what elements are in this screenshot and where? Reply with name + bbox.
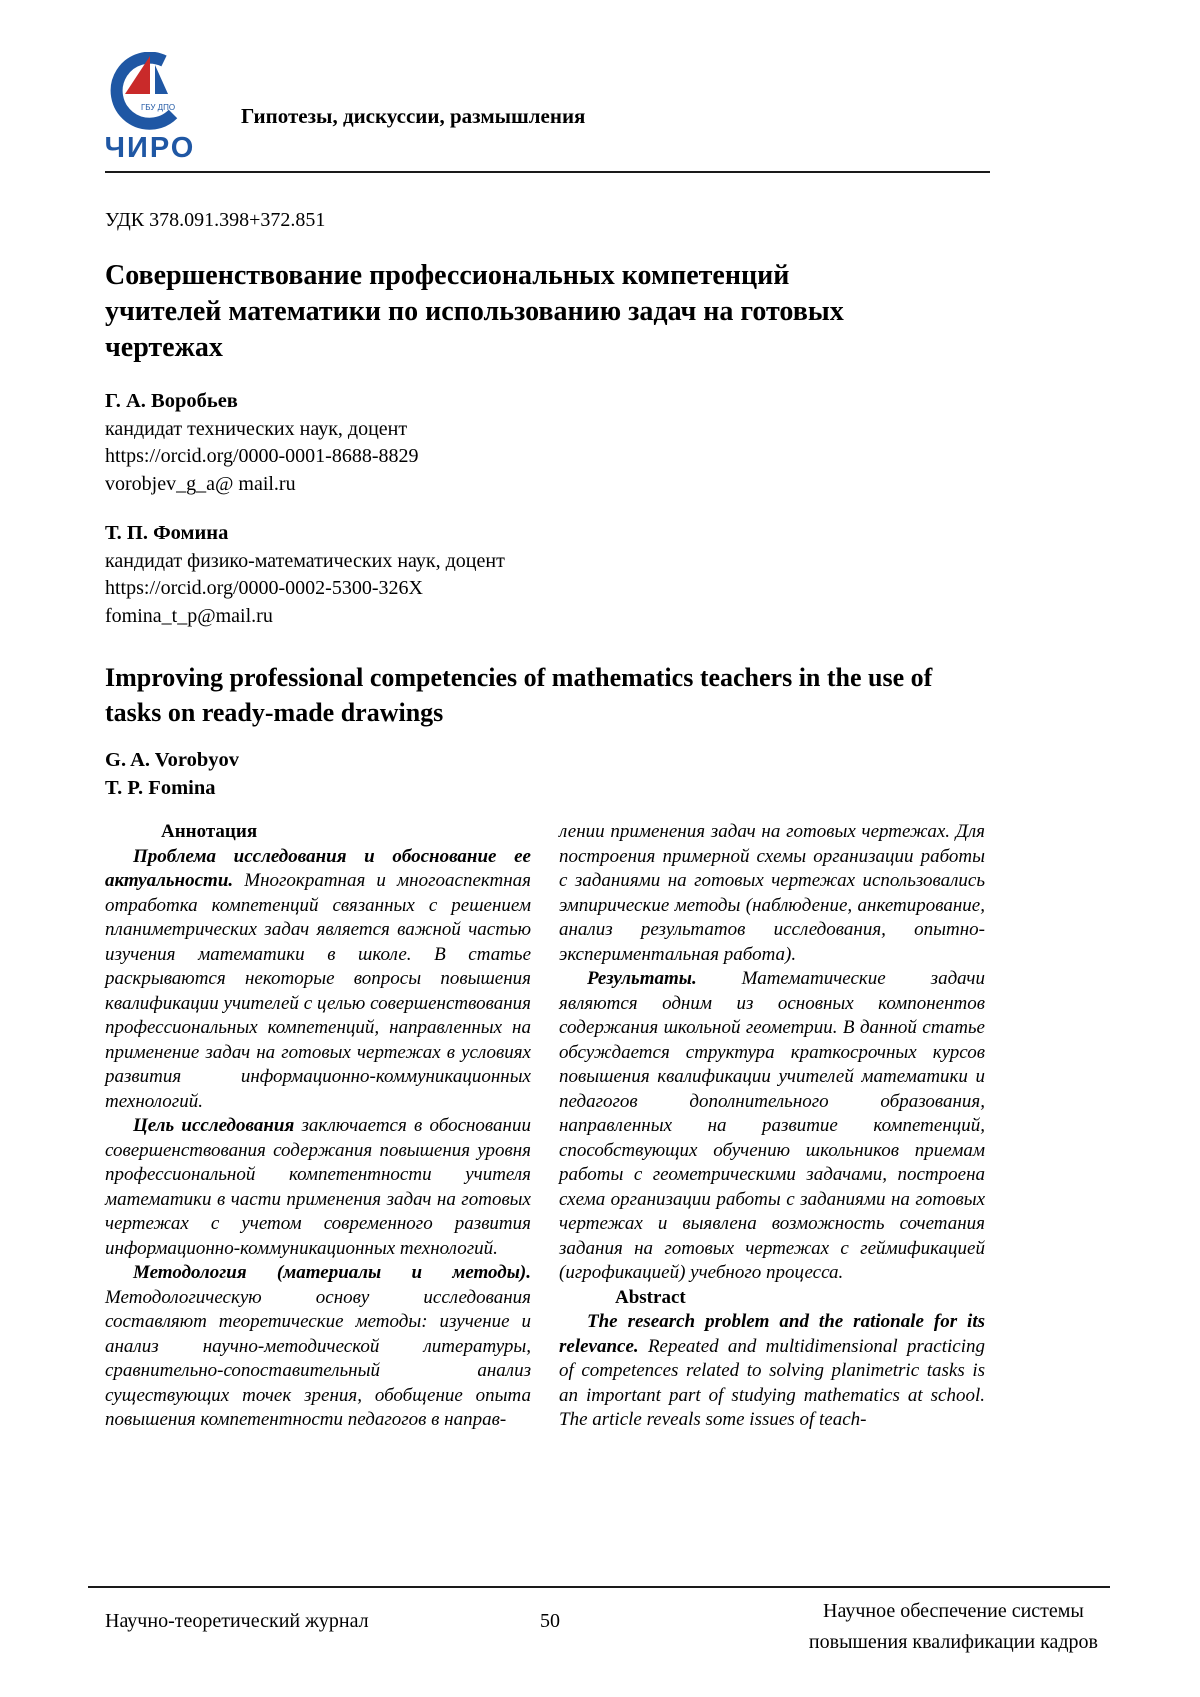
- article-title-en: Improving professional competencies of mathematics teachers in the use of tasks on ready-made drawings: [105, 663, 933, 727]
- footer-journal-type: Научно-теоретический журнал: [105, 1610, 369, 1632]
- abstract-paragraph-goal: [105, 1114, 531, 1261]
- logo-small-text: ГБУ ДПО: [140, 103, 176, 112]
- author-email[interactable]: vorobjev_g_a@ mail.ru: [105, 472, 296, 495]
- authors-en-block: [105, 746, 985, 802]
- paragraph-lead: The research problem and the rationale for its relevance.: [559, 1311, 985, 1357]
- chiro-logo-icon: [100, 52, 200, 138]
- right-column: [559, 820, 985, 1433]
- left-column: [105, 820, 531, 1433]
- abstract-heading-ru: Аннотация: [161, 821, 258, 842]
- header-rule: [105, 171, 990, 173]
- author-email[interactable]: fomina_t_p@mail.ru: [105, 604, 273, 627]
- paragraph-text: Многократная и многоаспектная отработка компетенций связанных с решением планиметрических задач является важной частью изучения математики в школе. В статье раскрываются некоторые вопросы повышения квалификации учителей с целью совершенствования профессиональных компетенций, направленных на применение задач на готовых чертежах в условиях развития информационно-коммуникационных технологий.: [105, 870, 531, 1112]
- author-block-2: [105, 520, 985, 630]
- footer-right-line1: Научное обеспечение системы: [823, 1600, 1084, 1622]
- abstract-paragraph-methodology-continued: [559, 820, 985, 967]
- author-degree: кандидат физико-математических наук, доцент: [105, 549, 505, 572]
- footer-right-line2: повышения квалификации кадров: [808, 1631, 1098, 1653]
- paragraph-lead: Результаты.: [587, 968, 697, 989]
- abstract-paragraph-problem: [105, 845, 531, 1115]
- page-footer: [88, 1586, 1110, 1658]
- author-block-1: [105, 388, 985, 498]
- author-name: Г. А. Воробьев: [105, 390, 238, 412]
- journal-logo: [91, 52, 209, 163]
- footer-rule: [88, 1586, 1110, 1588]
- author-name: Т. П. Фомина: [105, 522, 229, 544]
- abstract-heading-en: Abstract: [615, 1286, 686, 1308]
- footer-page-number: 50: [540, 1610, 560, 1632]
- author-degree: кандидат технических наук, доцент: [105, 417, 408, 440]
- article-title-ru: Совершенствование профессиональных компетенций учителей математики по использованию задач на готовых чертежах: [105, 260, 844, 363]
- section-rubric: Гипотезы, дискуссии, размышления: [241, 104, 586, 128]
- abstract-paragraph-results: [559, 967, 985, 1286]
- paragraph-text: заключается в обосновании совершенствования содержания повышения уровня профессиональной компетентности учителя математики в части применения задач на готовых чертежах с учетом современного развития информационно-коммуникационных технологий.: [105, 1115, 531, 1259]
- abstract-paragraph-methodology: [105, 1261, 531, 1433]
- author-en-name: G. A. Vorobyov: [105, 749, 240, 771]
- author-orcid-link[interactable]: https://orcid.org/0000-0001-8688-8829: [105, 445, 419, 467]
- paragraph-text: Методологическую основу исследования составляют теоретические методы: изучение и анализ научно-методической литературы, сравнительно-сопоставительный анализ существующих точек зрения, обобщение опыта повышения компетентности педагогов в направ-: [105, 1286, 531, 1430]
- abstract-columns: [105, 820, 985, 1433]
- paragraph-text: лении применения задач на готовых чертежах. Для построения примерной схемы организации работы с заданиями на готовых чертежах использовались эмпирические методы (наблюдение, анкетирование, анализ результатов исследования, опытно-экспериментальная работа).: [559, 821, 985, 965]
- abstract-paragraph-en-problem: [559, 1310, 985, 1433]
- author-orcid-link[interactable]: https://orcid.org/0000-0002-5300-326X: [105, 577, 423, 599]
- udc-code: УДК 378.091.398+372.851: [105, 209, 326, 231]
- paragraph-lead: Цель исследования: [133, 1115, 295, 1136]
- paragraph-lead: Методология (материалы и методы).: [133, 1262, 531, 1283]
- journal-header: [91, 52, 985, 163]
- footer-right-caption: [809, 1596, 1098, 1658]
- paragraph-text: Repeated and multidimensional practicing of competences related to solving planimetric tasks is an important part of studying mathematics at school. The article reveals some issues of teach-: [559, 1335, 985, 1430]
- author-en-name: T. P. Fomina: [105, 777, 216, 799]
- logo-abbr-text: ЧИРО: [104, 132, 196, 164]
- paragraph-lead: Проблема исследования и обоснование ее актуальности.: [105, 845, 531, 891]
- paragraph-text: Математические задачи являются одним из основных компонентов содержания школьной геометрии. В данной статье обсуждается структура краткосрочных курсов повышения квалификации учителей математики и педагогов дополнительного образования, направленных на развитие компетенций, способствующих обучению школьников приемам работы с геометрическими задачами, построена схема организации работы с заданиями на готовых чертежах и выявлена возможность сочетания задания на готовых чертежах с геймификацией (игрофикацией) учебного процесса.: [559, 968, 985, 1283]
